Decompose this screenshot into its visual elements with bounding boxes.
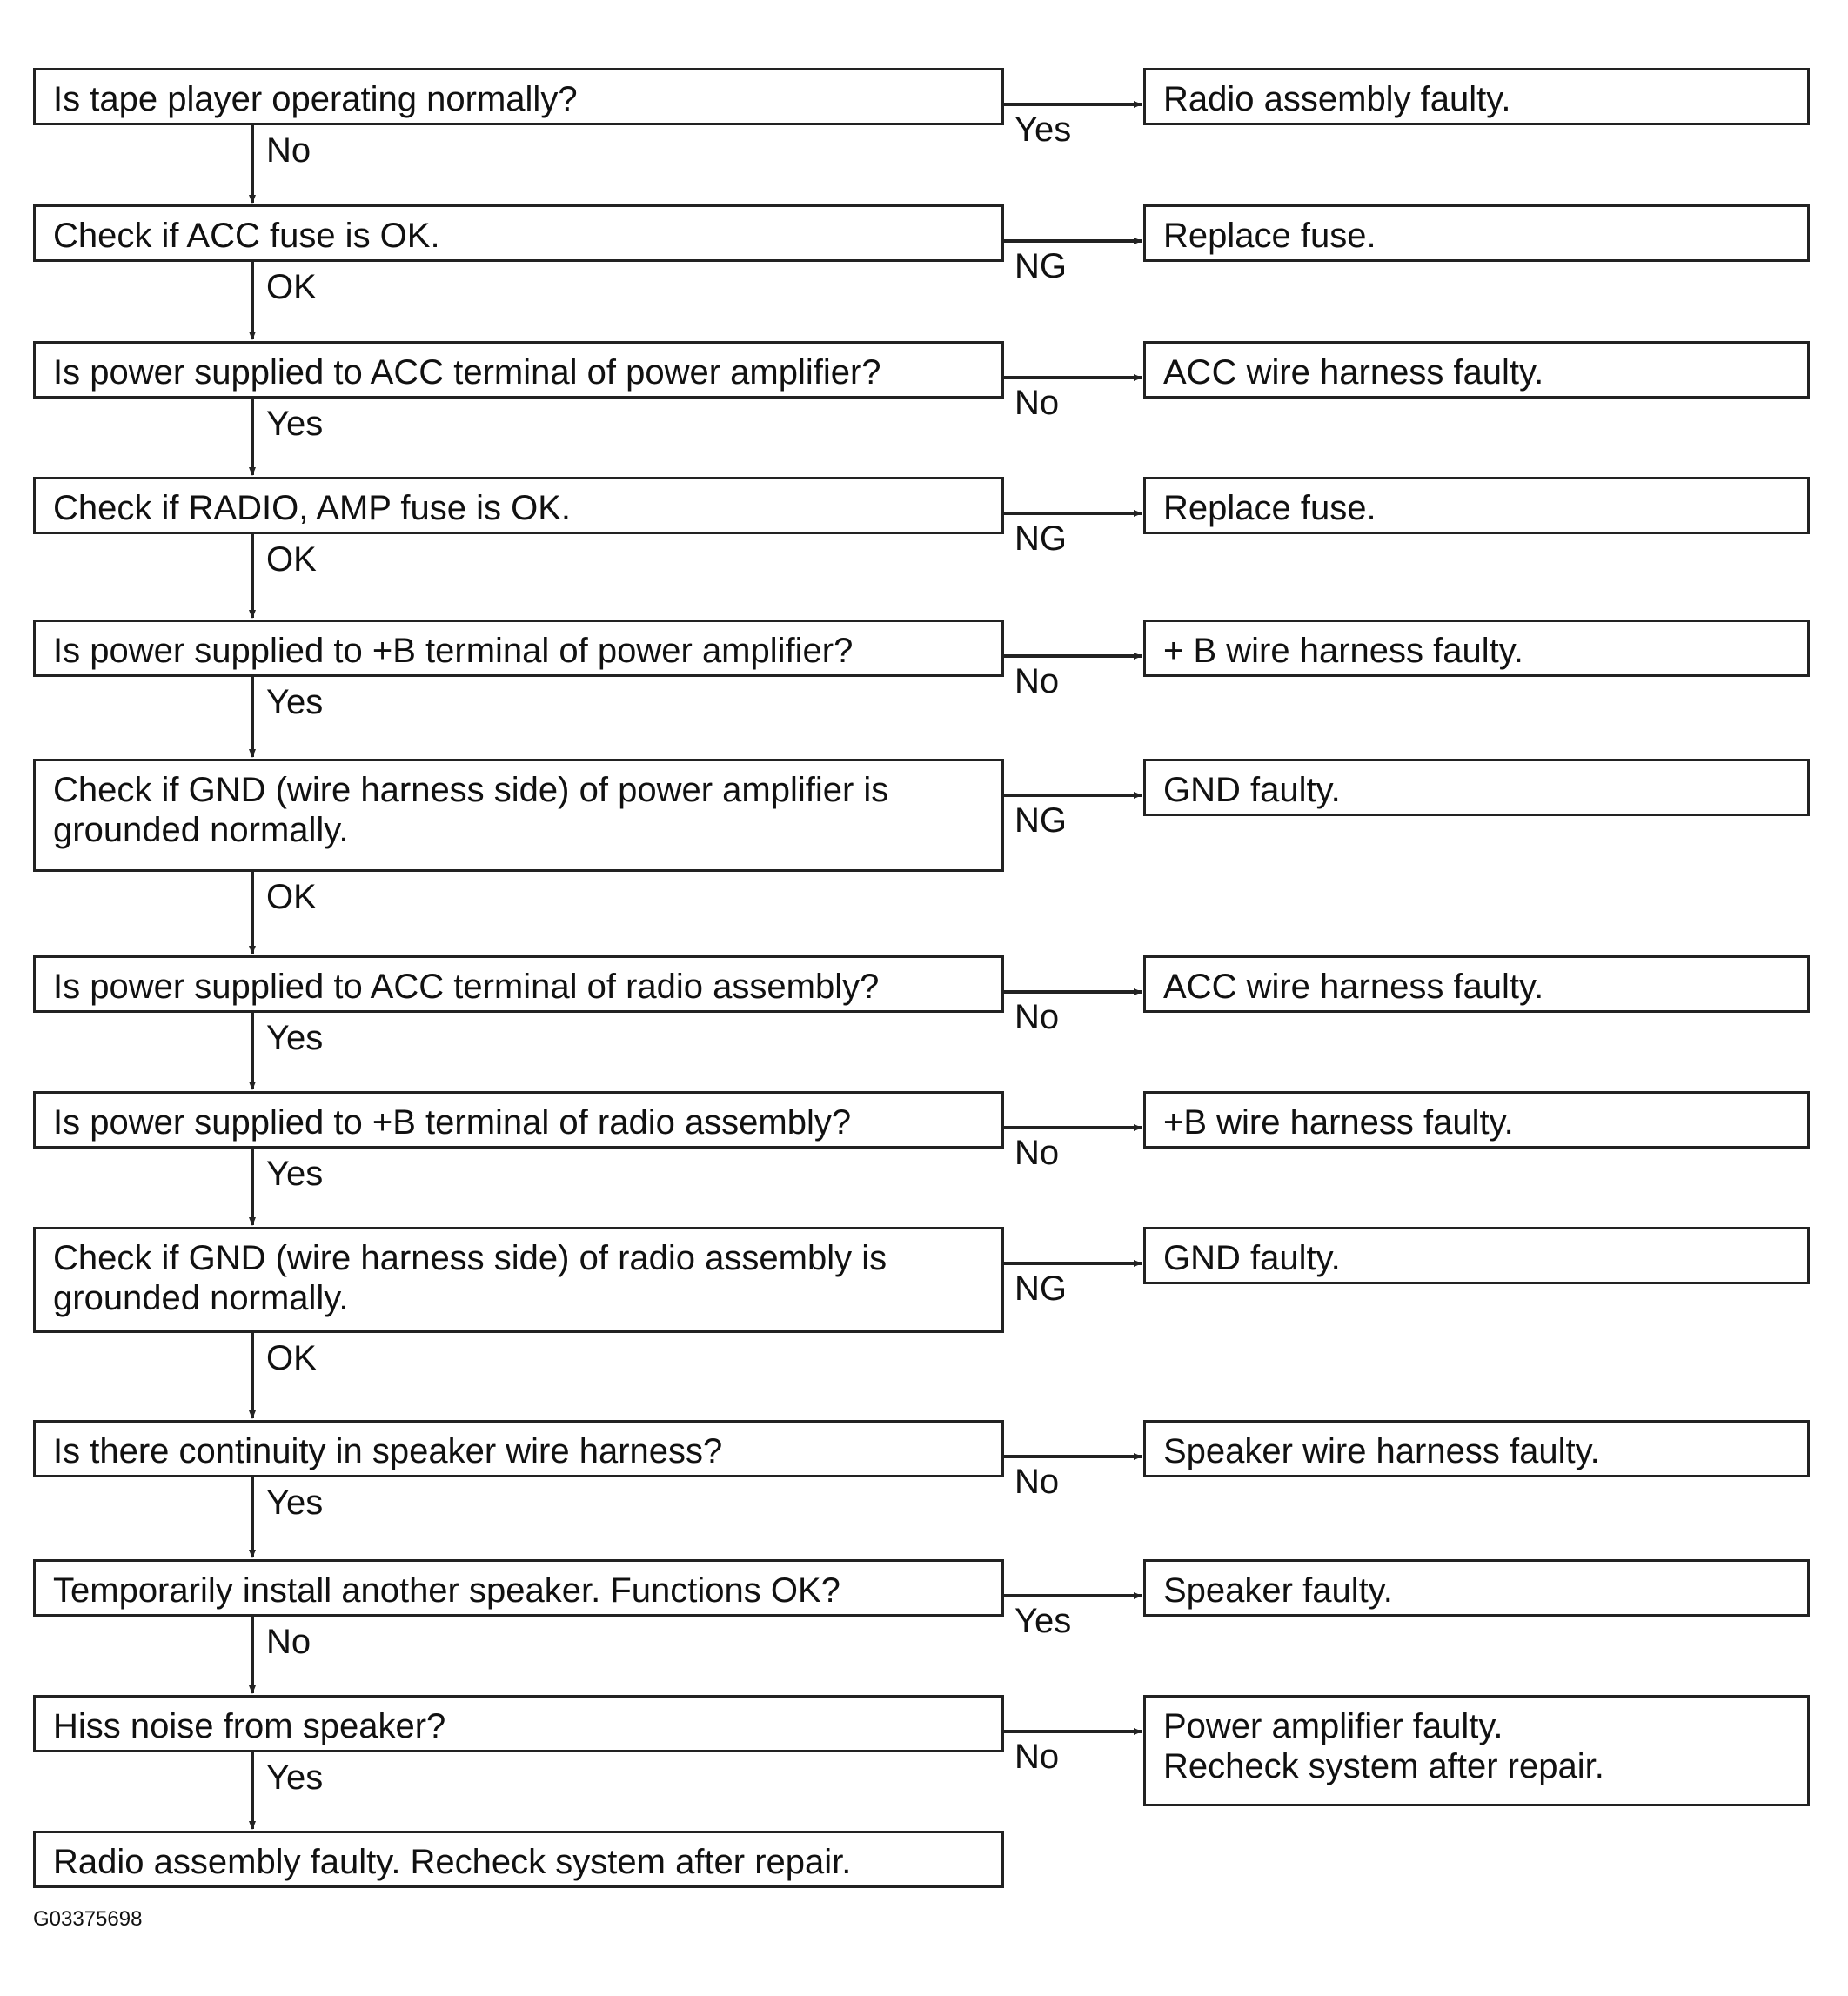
step-box-10: Is there continuity in speaker wire harness? xyxy=(33,1420,1004,1477)
side-label-9: NG xyxy=(1014,1269,1067,1308)
step-box-4: Check if RADIO, AMP fuse is OK. xyxy=(33,477,1004,534)
result-box-1: Radio assembly faulty. xyxy=(1143,68,1810,125)
side-label-4: NG xyxy=(1014,519,1067,558)
down-label-10: Yes xyxy=(266,1484,324,1522)
down-label-3: Yes xyxy=(266,405,324,443)
result-box-5: + B wire harness faulty. xyxy=(1143,620,1810,677)
step-box-7: Is power supplied to ACC terminal of radio assembly? xyxy=(33,955,1004,1013)
step-box-8: Is power supplied to +B terminal of radio assembly? xyxy=(33,1091,1004,1149)
step-box-5: Is power supplied to +B terminal of power amplifier? xyxy=(33,620,1004,677)
step-box-1: Is tape player operating normally? xyxy=(33,68,1004,125)
result-box-2: Replace fuse. xyxy=(1143,204,1810,262)
down-label-9: OK xyxy=(266,1339,317,1377)
down-label-5: Yes xyxy=(266,683,324,721)
down-label-2: OK xyxy=(266,268,317,306)
final-result-box: Radio assembly faulty. Recheck system after repair. xyxy=(33,1831,1004,1888)
down-label-6: OK xyxy=(266,878,317,916)
down-label-11: No xyxy=(266,1623,311,1661)
side-label-12: No xyxy=(1014,1738,1060,1776)
side-label-10: No xyxy=(1014,1463,1060,1501)
result-box-10: Speaker wire harness faulty. xyxy=(1143,1420,1810,1477)
result-box-12: Power amplifier faulty. Recheck system after repair. xyxy=(1143,1695,1810,1806)
result-box-8: +B wire harness faulty. xyxy=(1143,1091,1810,1149)
side-label-1: Yes xyxy=(1014,111,1072,149)
down-label-1: No xyxy=(266,131,311,170)
down-label-8: Yes xyxy=(266,1155,324,1193)
result-box-4: Replace fuse. xyxy=(1143,477,1810,534)
step-box-6: Check if GND (wire harness side) of power amplifier is grounded normally. xyxy=(33,759,1004,872)
step-box-9: Check if GND (wire harness side) of radio assembly is grounded normally. xyxy=(33,1227,1004,1333)
figure-id: G03375698 xyxy=(33,1907,143,1931)
side-label-8: No xyxy=(1014,1134,1060,1172)
side-label-7: No xyxy=(1014,998,1060,1036)
step-box-12: Hiss noise from speaker? xyxy=(33,1695,1004,1752)
down-label-4: OK xyxy=(266,540,317,579)
down-label-7: Yes xyxy=(266,1019,324,1057)
side-label-11: Yes xyxy=(1014,1602,1072,1640)
side-label-3: No xyxy=(1014,384,1060,422)
result-box-3: ACC wire harness faulty. xyxy=(1143,341,1810,399)
step-box-2: Check if ACC fuse is OK. xyxy=(33,204,1004,262)
step-box-11: Temporarily install another speaker. Functions OK? xyxy=(33,1559,1004,1617)
side-label-2: NG xyxy=(1014,247,1067,285)
down-label-12: Yes xyxy=(266,1758,324,1797)
result-box-6: GND faulty. xyxy=(1143,759,1810,816)
side-label-6: NG xyxy=(1014,801,1067,840)
result-box-9: GND faulty. xyxy=(1143,1227,1810,1284)
result-box-11: Speaker faulty. xyxy=(1143,1559,1810,1617)
side-label-5: No xyxy=(1014,662,1060,700)
result-box-7: ACC wire harness faulty. xyxy=(1143,955,1810,1013)
step-box-3: Is power supplied to ACC terminal of power amplifier? xyxy=(33,341,1004,399)
